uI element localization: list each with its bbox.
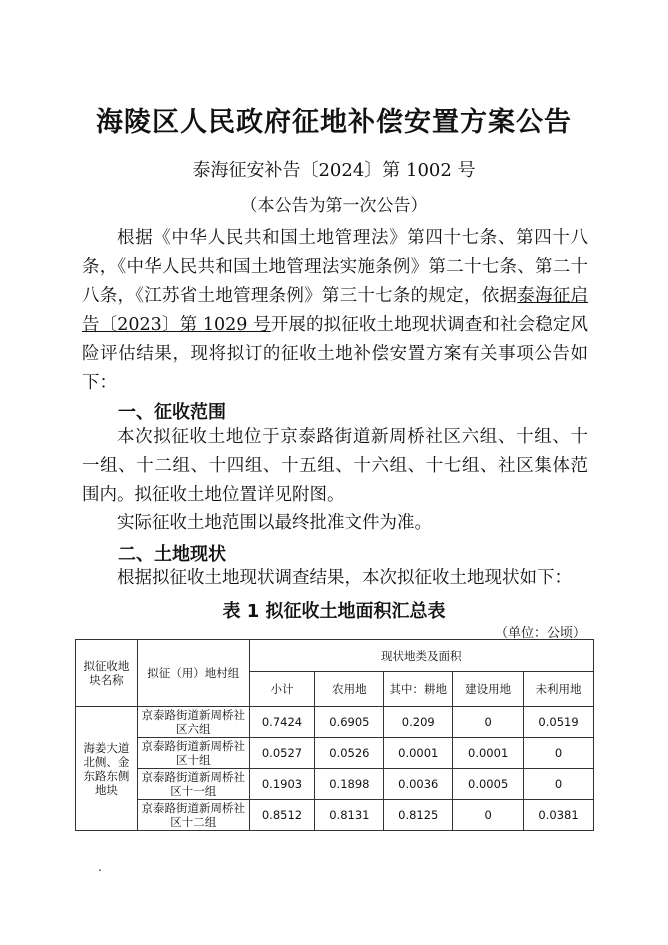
cultivated-cell: 0.209	[384, 707, 453, 738]
village-cell: 京泰路街道新周桥社区六组	[137, 707, 249, 738]
intro-text-2: 开展的拟征收土地现状调查和社会稳定风险评估结果，现将拟订的征收土地补偿安置方案有关事项公告如下：	[82, 315, 589, 393]
intro-paragraph	[82, 224, 588, 398]
table-unit: （单位：公顷）	[495, 626, 587, 641]
header-cultivated: 其中：耕地	[384, 672, 453, 707]
intro-text-1: 根据《中华人民共和国土地管理法》第四十七条、第四十八条，《中华人民共和国土地管理法实施条例》第二十七条、第二十八条，《江苏省土地管理条例》第三十七条的规定，依据	[82, 228, 588, 306]
table-row	[76, 738, 594, 769]
construction-cell: 0	[453, 707, 524, 738]
cultivated-cell: 0.0001	[384, 738, 453, 769]
construction-cell: 0.0001	[453, 738, 524, 769]
reference-document-number: 泰海征启告〔2023〕第 1029 号	[82, 286, 589, 335]
notice-label: （本公告为第一次公告）	[240, 196, 428, 216]
village-cell: 京泰路街道新周桥社区十一组	[137, 769, 249, 800]
unused-cell: 0	[524, 769, 594, 800]
village-cell: 京泰路街道新周桥社区十组	[137, 738, 249, 769]
construction-cell: 0	[453, 800, 524, 831]
section1-heading: 一、征收范围	[118, 402, 226, 423]
construction-cell: 0.0005	[453, 769, 524, 800]
subtotal-cell: 0.8512	[249, 800, 315, 831]
header-farmland: 农用地	[315, 672, 384, 707]
block-name-cell: 海姜大道北侧、金东路东侧地块	[76, 707, 138, 831]
unused-cell: 0.0381	[524, 800, 594, 831]
farmland-cell: 0.1898	[315, 769, 384, 800]
header-unused: 未利用地	[524, 672, 594, 707]
subtotal-cell: 0.0527	[249, 738, 315, 769]
section2-heading: 二、土地现状	[118, 544, 226, 565]
cultivated-cell: 0.8125	[384, 800, 453, 831]
village-cell: 京泰路街道新周桥社区十二组	[137, 800, 249, 831]
section1-note: 实际征收土地范围以最终批准文件为准。	[117, 513, 432, 533]
unused-cell: 0	[524, 738, 594, 769]
subtotal-cell: 0.7424	[249, 707, 315, 738]
table-row	[76, 707, 594, 738]
table-row	[76, 769, 594, 800]
farmland-cell: 0.0526	[315, 738, 384, 769]
land-area-table	[75, 639, 594, 831]
table-row	[76, 800, 594, 831]
document-number: 泰海征安补告〔2024〕第 1002 号	[192, 160, 476, 181]
header-block-name: 拟征收地块名称	[76, 640, 138, 707]
unused-cell: 0.0519	[524, 707, 594, 738]
section2-paragraph: 根据拟征收土地现状调查结果，本次拟征收土地现状如下：	[117, 568, 572, 588]
header-construction: 建设用地	[453, 672, 524, 707]
header-subtotal: 小计	[249, 672, 315, 707]
section1-paragraph: 本次拟征收土地位于京泰路街道新周桥社区六组、十组、十一组、十二组、十四组、十五组、十六组、十七组、社区集体范围内。拟征收土地位置详见附图。	[82, 427, 588, 505]
subtotal-cell: 0.1903	[249, 769, 315, 800]
cultivated-cell: 0.0036	[384, 769, 453, 800]
header-land-category: 现状地类及面积	[249, 640, 593, 672]
header-village: 拟征（用）地村组	[137, 640, 249, 707]
farmland-cell: 0.6905	[315, 707, 384, 738]
document-title: 海陵区人民政府征地补偿安置方案公告	[96, 107, 572, 138]
footer-dot: .	[98, 860, 102, 874]
table-title: 表 1 拟征收土地面积汇总表	[222, 601, 446, 622]
farmland-cell: 0.8131	[315, 800, 384, 831]
